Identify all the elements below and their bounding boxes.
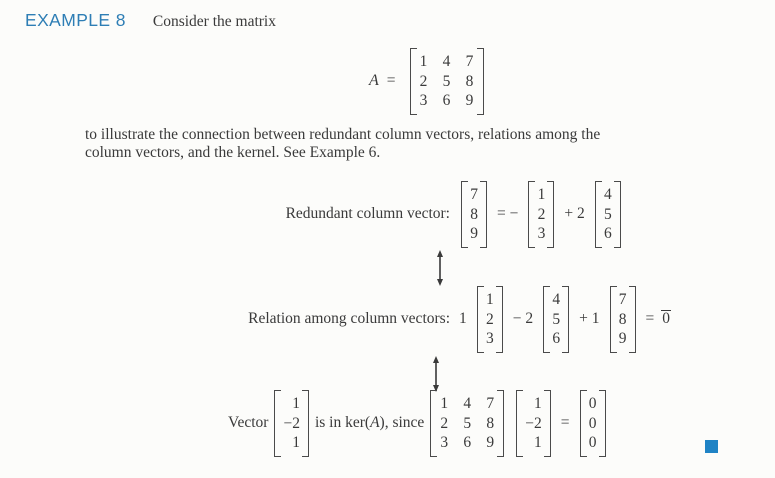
column-vector xyxy=(580,390,606,457)
example-header xyxy=(25,10,276,31)
matrix-cell: 9 xyxy=(486,434,495,451)
matrix-cell: 8 xyxy=(470,205,478,223)
math-text: = xyxy=(645,310,655,328)
matrix-cell: 5 xyxy=(552,310,561,328)
column-vector xyxy=(274,390,309,457)
math-text: = − xyxy=(497,205,519,223)
updown-arrow-icon xyxy=(431,355,441,393)
matrix xyxy=(410,48,484,115)
math-text: − 2 xyxy=(512,310,534,328)
example-heading: EXAMPLE 8 xyxy=(25,10,126,30)
matrix-cell: 7 xyxy=(618,291,627,308)
matrix-cell: 4 xyxy=(442,53,451,70)
paragraph-line-1: to illustrate the connection between redundant column vectors, relations among the xyxy=(85,126,601,143)
matrix-cell: 3 xyxy=(537,225,546,242)
matrix-cell: 6 xyxy=(463,434,472,451)
matrix-A xyxy=(404,48,490,115)
updown-arrow-icon xyxy=(435,249,445,287)
column-vector xyxy=(595,181,621,248)
equals-sign: = xyxy=(386,72,396,90)
column-vector xyxy=(610,286,636,353)
matrix-cell: 8 xyxy=(618,310,627,328)
matrix-cell: −2 xyxy=(283,414,300,432)
intro-text: Consider the matrix xyxy=(152,13,276,30)
matrix-cell: 1 xyxy=(486,291,494,308)
matrix-cell: 3 xyxy=(419,92,428,109)
italic-symbol: A xyxy=(370,414,380,432)
matrix-row xyxy=(440,394,494,414)
matrix-symbol: A xyxy=(369,72,379,90)
matrix-cell: 3 xyxy=(440,434,449,451)
matrix-cell: 3 xyxy=(486,330,494,347)
matrix-cell: 2 xyxy=(486,310,494,328)
matrix-row xyxy=(440,414,494,434)
matrix-row xyxy=(420,52,474,72)
matrix-cell: 9 xyxy=(470,225,478,242)
matrix-cell: 1 xyxy=(534,395,542,412)
matrix-cell: 0 xyxy=(588,395,597,412)
math-text: + 1 xyxy=(579,310,600,328)
column-vector xyxy=(543,286,569,353)
label-text: Vector xyxy=(228,414,269,432)
matrix-cell: 2 xyxy=(419,72,428,90)
matrix-row xyxy=(440,433,494,453)
matrix-definition xyxy=(369,48,490,115)
matrix-cell: 7 xyxy=(465,53,474,70)
matrix-cell: 5 xyxy=(603,205,612,223)
math-text: + 2 xyxy=(564,205,585,223)
matrix-cell: 1 xyxy=(534,434,542,451)
matrix-cell: 2 xyxy=(537,205,546,223)
column-vector xyxy=(528,181,554,248)
matrix-cell: 4 xyxy=(552,291,561,308)
matrix-cell: −2 xyxy=(525,414,542,432)
matrix-cell: 9 xyxy=(465,92,474,109)
body-paragraph xyxy=(85,126,765,161)
matrix-cell: 6 xyxy=(552,330,561,347)
column-vector xyxy=(516,390,551,457)
matrix-cell: 5 xyxy=(442,72,451,90)
math-text: = xyxy=(560,414,570,432)
matrix xyxy=(430,390,504,457)
equation-row-redundant-column-vector xyxy=(0,181,627,248)
matrix-cell: 8 xyxy=(486,414,495,432)
matrix-cell: 7 xyxy=(470,186,478,203)
matrix-row xyxy=(420,72,474,92)
matrix-row xyxy=(420,91,474,111)
matrix-cell: 8 xyxy=(465,72,474,90)
matrix-cell: 6 xyxy=(603,225,612,242)
matrix-cell: 1 xyxy=(292,434,300,451)
matrix-cell: 5 xyxy=(463,414,472,432)
matrix-cell: 6 xyxy=(442,92,451,109)
matrix-cell: 4 xyxy=(463,395,472,412)
equation xyxy=(228,390,612,457)
label-text: ), since xyxy=(379,414,425,432)
end-of-example-marker xyxy=(705,440,718,453)
label-text: is in ker( xyxy=(314,414,371,432)
equation-row-kernel xyxy=(228,390,612,457)
matrix-cell: 1 xyxy=(440,395,449,412)
matrix-cell: 1 xyxy=(292,395,300,412)
math-text: 1 xyxy=(459,310,467,328)
matrix-cell: 4 xyxy=(603,186,612,203)
matrix-cell: 0 xyxy=(588,434,597,451)
equation-label: Relation among column vectors: xyxy=(248,310,450,328)
equation xyxy=(455,181,627,248)
column-vector xyxy=(461,181,487,248)
equation-label: Redundant column vector: xyxy=(285,205,450,223)
overlined-zero: 0 xyxy=(662,309,670,327)
equation xyxy=(455,286,674,353)
equation-row-relation-among-columns xyxy=(0,286,674,353)
matrix-cell: 9 xyxy=(618,330,627,347)
matrix-cell: 2 xyxy=(440,414,449,432)
matrix-cell: 1 xyxy=(419,53,428,70)
matrix-cell: 7 xyxy=(486,395,495,412)
matrix-cell: 0 xyxy=(588,414,597,432)
matrix-cell: 1 xyxy=(537,186,546,203)
paragraph-line-2: column vectors, and the kernel. See Example 6. xyxy=(85,143,381,161)
column-vector xyxy=(477,286,503,353)
